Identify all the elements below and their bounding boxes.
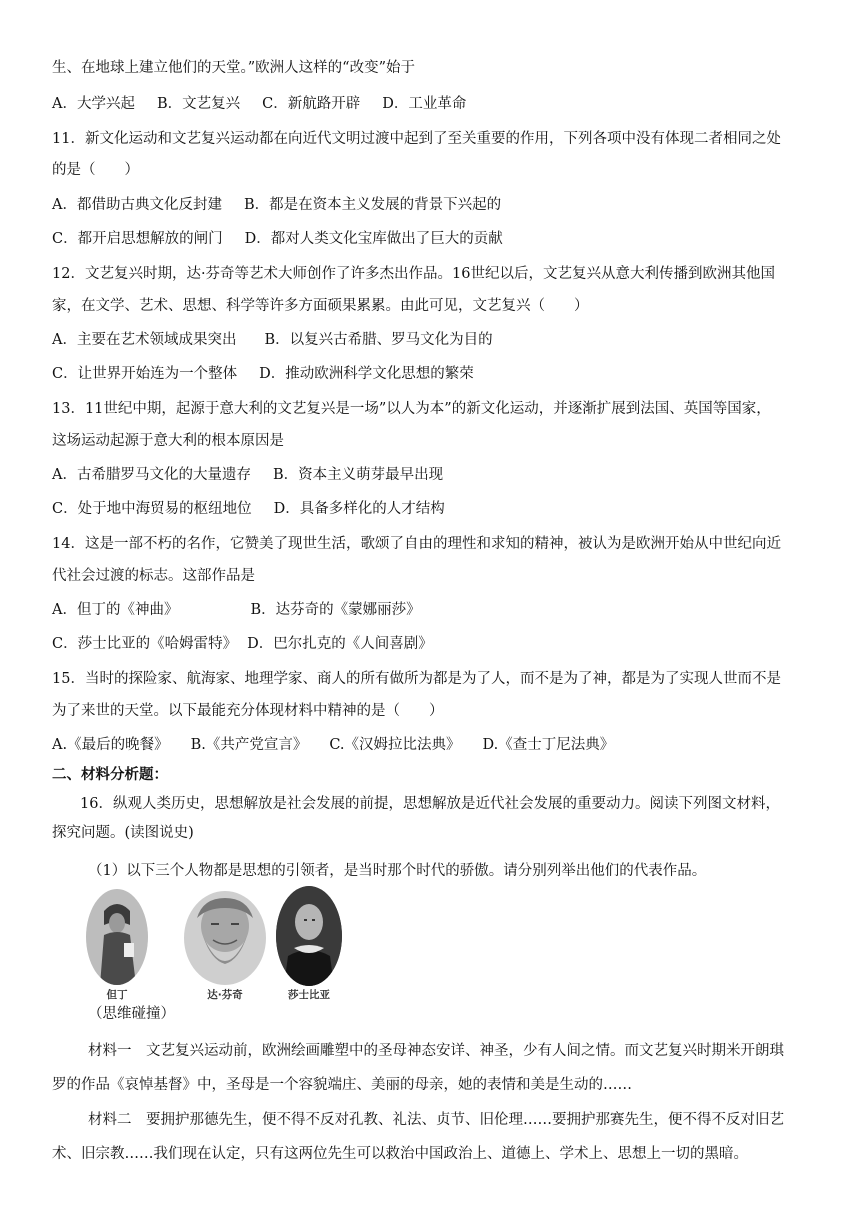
question-14-stem: 14．这是一部不朽的名作，它赞美了现世生活，歌颂了自由的理性和求知的精神，被认为是欧洲开始从中世纪向近 [52, 536, 781, 552]
da-vinci-portrait [183, 890, 267, 986]
question-16-stem: 16．纵观人类历史，思想解放是社会发展的前提，思想解放是近代社会发展的重要动力。阅读下列图文材料， [80, 796, 780, 812]
caption-da-vinci: 达·芬奇 [207, 989, 243, 1001]
question-13-stem-cont: 这场运动起源于意大利的根本原因是 [52, 433, 284, 449]
caption-shakespeare: 莎士比亚 [288, 989, 330, 1001]
option-b: B．达芬奇的《蒙娜丽莎》 [250, 602, 421, 618]
question-14-stem-cont: 代社会过渡的标志。这部作品是 [52, 568, 255, 584]
option-c: C.《汉姆拉比法典》 [329, 737, 461, 753]
option-c: C．莎士比亚的《哈姆雷特》 [52, 636, 238, 652]
dante-portrait [86, 889, 148, 985]
caption-dante: 但丁 [106, 989, 128, 1001]
options-q13-row1 [52, 465, 465, 485]
option-a: A.《最后的晚餐》 [52, 737, 169, 753]
options-q15 [52, 735, 636, 755]
question-11-stem: 11．新文化运动和文艺复兴运动都在向近代文明过渡中起到了至关重要的作用，下列各项中没有体现二者相同之处 [52, 131, 781, 147]
option-b: B.《共产党宣言》 [190, 737, 308, 753]
option-c: C．都开启思想解放的闸门 [52, 231, 223, 247]
options-q11-row2 [52, 229, 525, 249]
text-line: 生、在地球上建立他们的天堂。”欧洲人这样的“改变”始于 [52, 60, 415, 76]
options-q12-row1 [52, 330, 515, 350]
option-b: B．资本主义萌芽最早出现 [272, 467, 444, 483]
question-15-stem-cont: 为了来世的天堂。以下最能充分体现材料中精神的是（ ） [52, 703, 444, 719]
section-heading: 二、材料分析题： [52, 766, 168, 783]
option-a: A．古希腊罗马文化的大量遗存 [52, 467, 251, 483]
option-b: B．都是在资本主义发展的背景下兴起的 [243, 197, 502, 213]
shakespeare-portrait [276, 886, 342, 986]
question-12-stem-cont: 家，在文学、艺术、思想、科学等许多方面硕果累累。由此可见，文艺复兴（ ） [52, 298, 589, 314]
material-1-cont: 罗的作品《哀悼基督》中，圣母是一个容貌端庄、美丽的母亲，她的表情和美是生动的…… [52, 1077, 632, 1093]
option-d: D．工业革命 [382, 96, 467, 112]
option-c: C．让世界开始连为一个整体 [52, 366, 238, 382]
option-d: D．巴尔扎克的《人间喜剧》 [247, 636, 433, 652]
option-a: A．主要在艺术领域成果突出 [52, 332, 237, 348]
option-a: A．大学兴起 [52, 96, 135, 112]
options-q13-row2 [52, 499, 467, 519]
option-b: B．以复兴古希腊、罗马文化为目的 [264, 332, 493, 348]
sub-question-1: （1）以下三个人物都是思想的引领者，是当时那个时代的骄傲。请分别列举出他们的代表作品。 [88, 863, 707, 879]
question-12-stem: 12．文艺复兴时期，达·芬奇等艺术大师创作了许多杰出作品。16世纪以后，文艺复兴从意大利传播到欧洲其他国 [52, 266, 776, 282]
option-c: C．处于地中海贸易的枢纽地位 [52, 501, 252, 517]
option-a: A．都借助古典文化反封建 [52, 197, 222, 213]
option-d: D.《查士丁尼法典》 [482, 737, 615, 753]
sub-heading-thinking: （思维碰撞） [88, 1006, 175, 1022]
question-13-stem: 13．11世纪中期，起源于意大利的文艺复兴是一场”以人为本”的新文化运动，并逐渐扩展到法国、英国等国家， [52, 401, 771, 417]
option-c: C．新航路开辟 [262, 96, 361, 112]
options-q10 [52, 94, 488, 114]
options-q14-row1 [52, 600, 443, 620]
option-d: D．都对人类文化宝库做出了巨大的贡献 [244, 231, 503, 247]
question-16-stem-cont: 探究问题。(读图说史) [52, 825, 194, 841]
options-q11-row1 [52, 195, 523, 215]
option-a: A．但丁的《神曲》 [52, 602, 179, 618]
question-11-stem-cont: 的是（ ） [52, 162, 139, 178]
options-q14-row2 [52, 634, 455, 654]
material-1: 材料一 文艺复兴运动前，欧洲绘画雕塑中的圣母神态安详、神圣，少有人间之情。而文艺复兴时期米开朗琪 [88, 1043, 784, 1059]
question-15-stem: 15．当时的探险家、航海家、地理学家、商人的所有做所为都是为了人，而不是为了神，都是为了实现人世而不是 [52, 671, 781, 687]
option-d: D．推动欧洲科学文化思想的繁荣 [259, 366, 474, 382]
option-d: D．具备多样化的人才结构 [273, 501, 445, 517]
options-q12-row2 [52, 364, 496, 384]
material-2: 材料二 要拥护那德先生，便不得不反对孔教、礼法、贞节、旧伦理……要拥护那赛先生，便不得不反对旧艺 [88, 1112, 784, 1128]
option-b: B．文艺复兴 [156, 96, 241, 112]
material-2-cont: 术、旧宗教……我们现在认定，只有这两位先生可以救治中国政治上、道德上、学术上、思想上一切的黑暗。 [52, 1146, 748, 1162]
